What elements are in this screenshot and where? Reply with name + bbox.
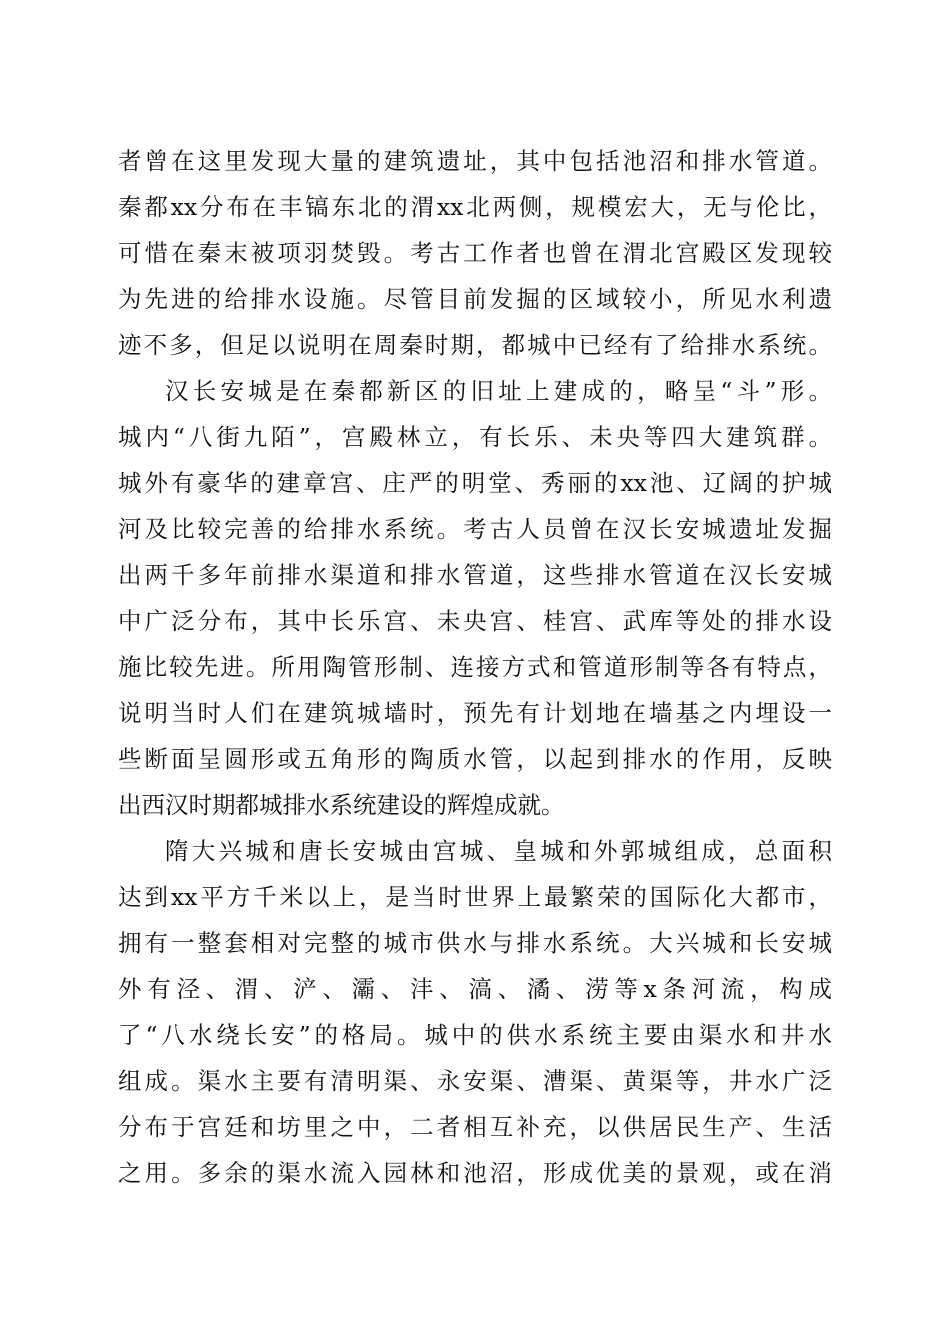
text-line: 达到xx平方千米以上，是当时世界上最繁荣的国际化大都市，: [118, 883, 832, 911]
text-line: 出西汉时期都城排水系统建设的辉煌成就。: [118, 791, 565, 819]
text-line: 施比较先进。所用陶管形制、连接方式和管道形制等各有特点，: [118, 653, 832, 681]
text-line: 可惜在秦末被项羽焚毁。考古工作者也曾在渭北宫殿区发现较: [118, 239, 832, 267]
text-line: 河及比较完善的给排水系统。考古人员曾在汉长安城遗址发掘: [118, 515, 832, 543]
text-line: 之用。多余的渠水流入园林和池沼，形成优美的景观，或在消: [118, 1159, 832, 1187]
text-line: 中广泛分布，其中长乐宫、未央宫、桂宫、武库等处的排水设: [118, 607, 832, 635]
text-line: 说明当时人们在建筑城墙时，预先有计划地在墙基之内埋设一: [118, 699, 832, 727]
text-line: 分布于宫廷和坊里之中，二者相互补充，以供居民生产、生活: [118, 1113, 832, 1141]
text-line: 了“八水绕长安”的格局。城中的供水系统主要由渠水和井水: [118, 1021, 832, 1049]
text-line: 为先进的给排水设施。尽管目前发掘的区域较小，所见水利遗: [118, 285, 832, 313]
text-line: 外有泾、渭、浐、灞、沣、滈、潏、涝等x条河流，构成: [118, 975, 832, 1003]
text-line: 汉长安城是在秦都新区的旧址上建成的，略呈“斗”形。: [165, 377, 832, 405]
text-line: 隋大兴城和唐长安城由宫城、皇城和外郭城组成，总面积: [165, 837, 832, 865]
text-line: 者曾在这里发现大量的建筑遗址，其中包括池沼和排水管道。: [118, 147, 832, 175]
paragraph-1: [118, 138, 832, 368]
text-line: 出两千多年前排水渠道和排水管道，这些排水管道在汉长安城: [118, 561, 832, 589]
text-line: 迹不多，但足以说明在周秦时期，都城中已经有了给排水系统。: [118, 331, 832, 359]
text-line: 城内“八街九陌”，宫殿林立，有长乐、未央等四大建筑群。: [118, 423, 832, 451]
text-line: 些断面呈圆形或五角形的陶质水管，以起到排水的作用，反映: [118, 745, 832, 773]
paragraph-3: [118, 828, 832, 1196]
body-text: [118, 138, 832, 1196]
paragraph-2: [118, 368, 832, 828]
text-line: 秦都xx分布在丰镐东北的渭xx北两侧，规模宏大，无与伦比，: [118, 193, 832, 221]
text-line: 拥有一整套相对完整的城市供水与排水系统。大兴城和长安城: [118, 929, 832, 957]
text-line: 组成。渠水主要有清明渠、永安渠、漕渠、黄渠等，井水广泛: [118, 1067, 832, 1095]
text-line: 城外有豪华的建章宫、庄严的明堂、秀丽的xx池、辽阔的护城: [118, 469, 832, 497]
